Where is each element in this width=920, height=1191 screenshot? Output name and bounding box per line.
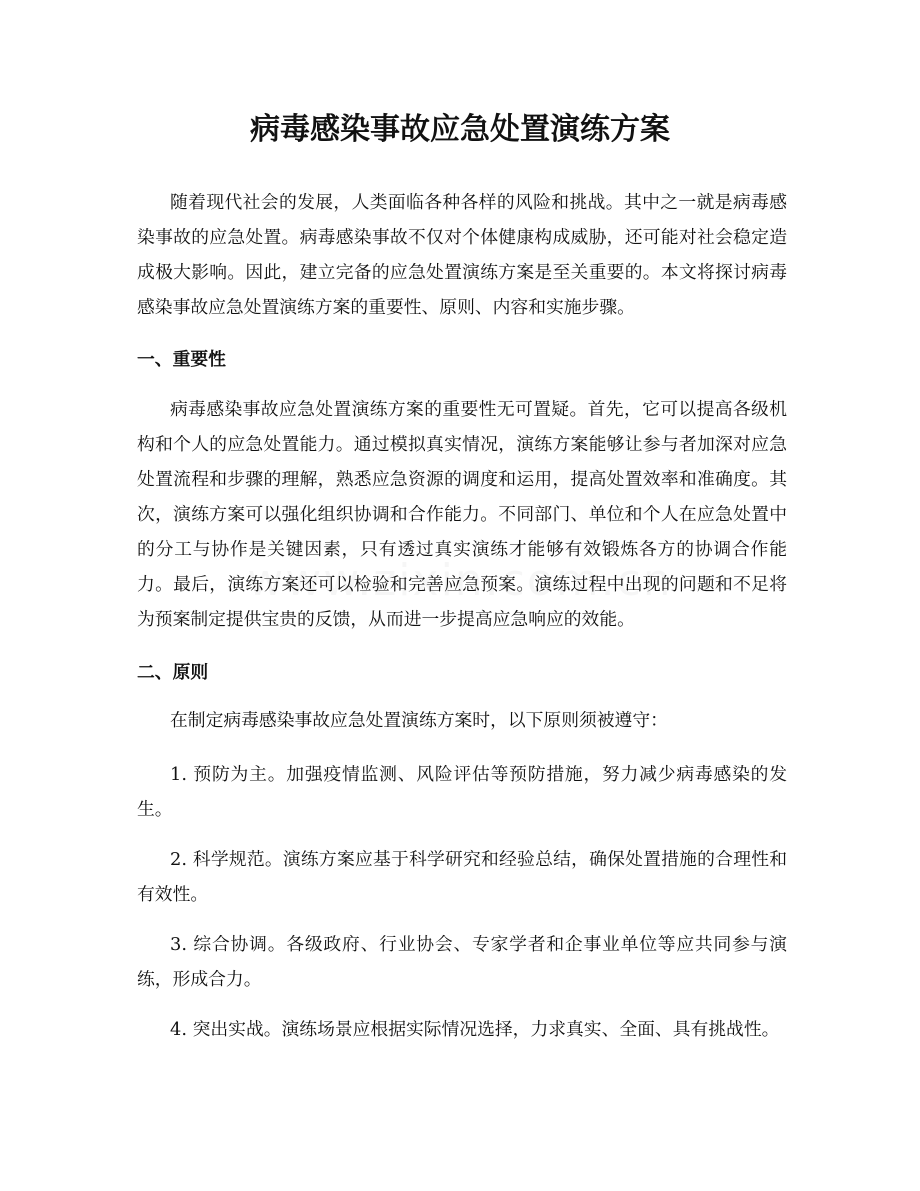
principle-item-4: 4. 突出实战。演练场景应根据实际情况选择，力求真实、全面、具有挑战性。 [170, 1019, 780, 1040]
principle-item-3: 3. 综合协调。各级政府、行业协会、专家学者和企事业单位等应共同参与演练，形成合力。 [137, 934, 787, 990]
principle-item-2: 2. 科学规范。演练方案应基于科学研究和经验总结，确保处置措施的合理性和有效性。 [137, 849, 787, 905]
importance-paragraph: 病毒感染事故应急处置演练方案的重要性无可置疑。首先，它可以提高各级机构和个人的应急处置能力。通过模拟真实情况，演练方案能够让参与者加深对应急处置流程和步骤的理解，熟悉应急资源的调度和运用，提高处置效率和准确度。其次，演练方案可以强化组织协调和合作能力。不同部门、单位和个人在应急处置中的分工与协作是关键因素，只有透过真实演练才能够有效锻炼各方的协调合作能力。最后，演练方案还可以检验和完善应急预案。演练过程中出现的问题和不足将为预案制定提供宝贵的反馈，从而进一步提高应急响应的效能。 [137, 399, 787, 630]
principles-lead: 在制定病毒感染事故应急处置演练方案时，以下原则须被遵守： [170, 710, 668, 731]
section-heading-importance: 一、重要性 [137, 349, 226, 370]
section-heading-principles: 二、原则 [137, 662, 209, 683]
document-title: 病毒感染事故应急处置演练方案 [250, 112, 670, 147]
intro-paragraph: 随着现代社会的发展，人类面临各种各样的风险和挑战。其中之一就是病毒感染事故的应急处置。病毒感染事故不仅对个体健康构成威胁，还可能对社会稳定造成极大影响。因此，建立完备的应急处置演练方案是至关重要的。本文将探讨病毒感染事故应急处置演练方案的重要性、原则、内容和实施步骤。 [137, 192, 787, 318]
principle-item-1: 1. 预防为主。加强疫情监测、风险评估等预防措施，努力减少病毒感染的发生。 [137, 764, 787, 820]
